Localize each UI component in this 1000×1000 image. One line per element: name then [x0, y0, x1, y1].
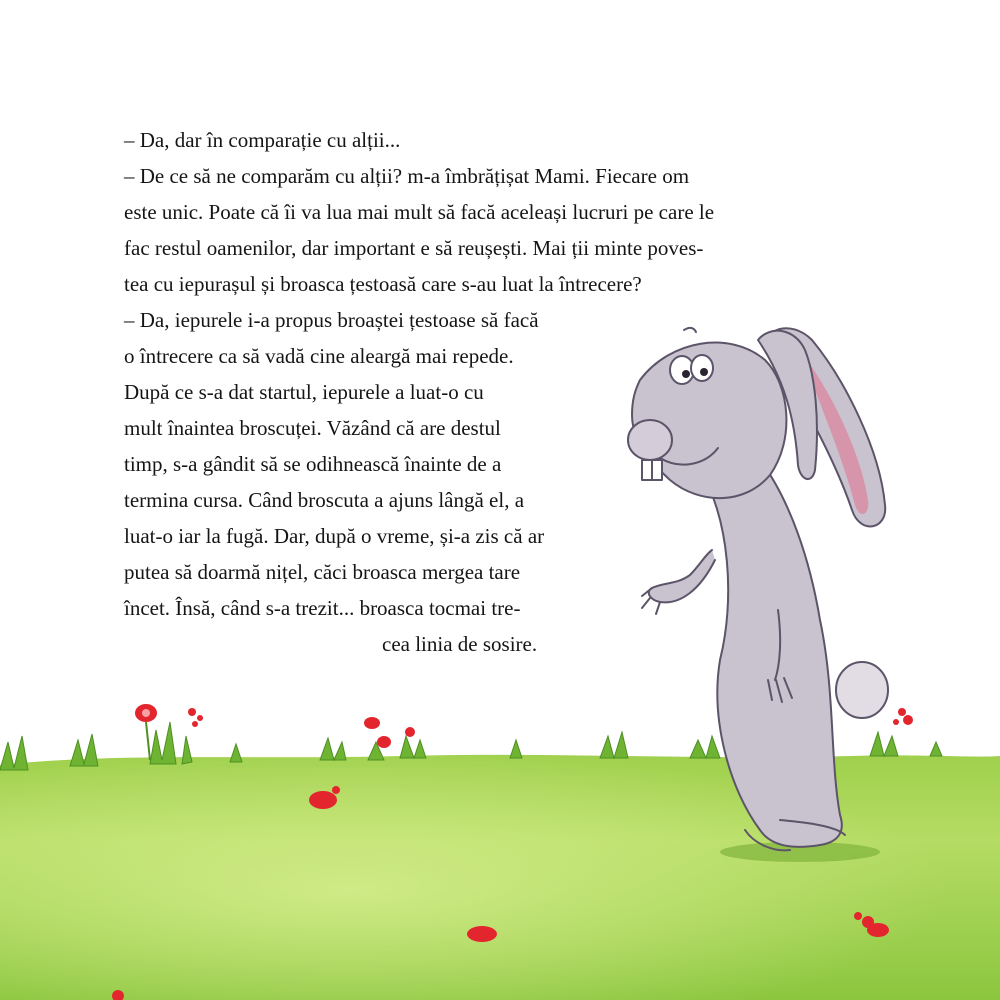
story-line: termina cursa. Când broscuta a ajuns lângă el, a: [124, 488, 525, 512]
story-line: mult înaintea broscuței. Văzând că are destul: [124, 416, 501, 440]
story-line: fac restul oamenilor, dar important e să reușești. Mai ții minte poves-: [124, 236, 704, 260]
story-line: cea linia de sosire.: [382, 632, 538, 656]
story-line: putea să doarmă nițel, căci broasca mergea tare: [124, 560, 521, 584]
story-line: o întrecere ca să vadă cine aleargă mai repede.: [124, 344, 514, 368]
story-line: – Da, iepurele i-a propus broaștei țestoase să facă: [124, 308, 539, 332]
story-line: După ce s-a dat startul, iepurele a luat-o cu: [124, 380, 484, 404]
story-line: – Da, dar în comparație cu alții...: [124, 128, 401, 152]
story-line: – De ce să ne comparăm cu alții? m-a îmbrățișat Mami. Fiecare om: [124, 164, 690, 188]
story-line: timp, s-a gândit să se odihnească înainte de a: [124, 452, 502, 476]
story-line: încet. Însă, când s-a trezit... broasca tocmai tre-: [124, 596, 521, 620]
story-line: este unic. Poate că îi va lua mai mult să facă aceleași lucruri pe care le: [124, 200, 715, 224]
story-line: luat-o iar la fugă. Dar, după o vreme, și-a zis că ar: [124, 524, 545, 548]
story-line: tea cu iepurașul și broasca țestoasă care s-au luat la întrecere?: [124, 272, 642, 296]
grass-meadow-icon: [0, 722, 1000, 1000]
